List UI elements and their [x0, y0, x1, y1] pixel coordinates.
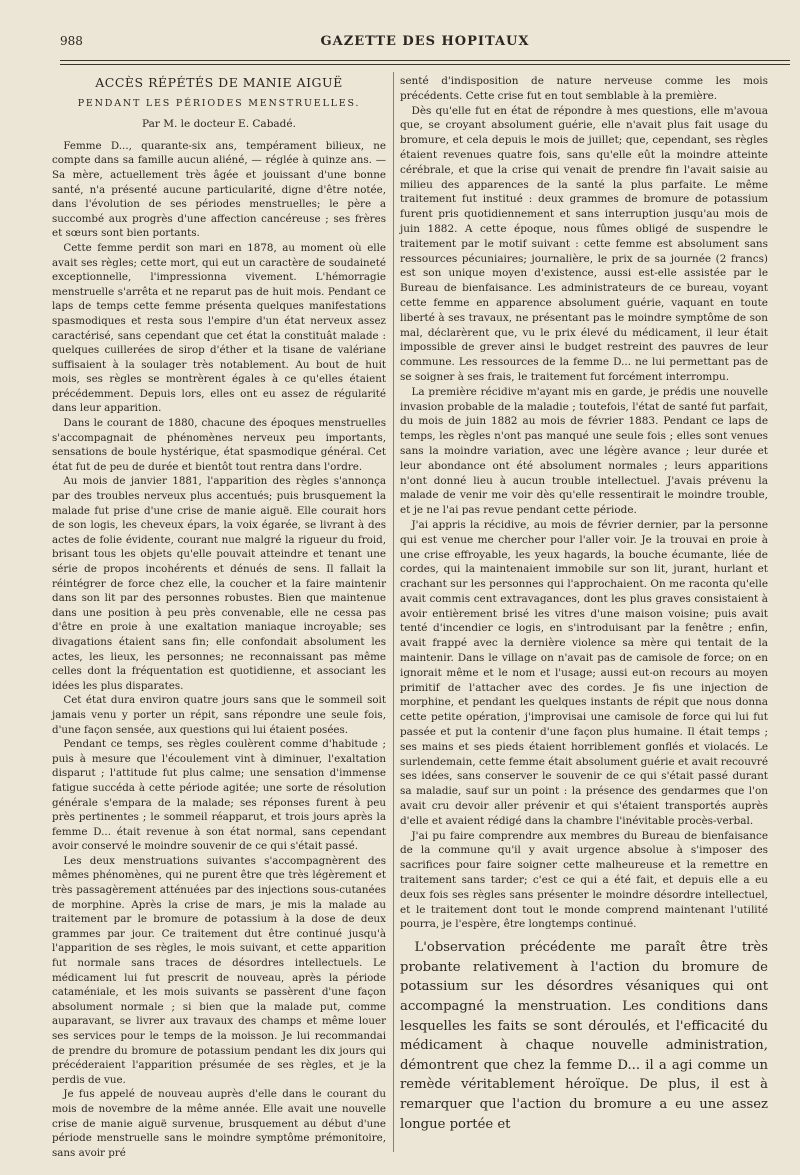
conclusion-paragraph: L'observation précédente me paraît être très probante relativement à l'action du bromure de potassium sur les désordres vésaniques qui ont accompagné la menstruation. Les conditions dans lesquelles les faits se sont déroulés, et l'efficacité du médicament à chaque nouvelle administration, démontrent que chez la femme D... il a agi comme un remède véritablement héroïque. De plus, il est à remarquer que l'action du bromure a eu une assez longue portée et	[400, 940, 768, 1132]
paragraph: Les deux menstruations suivantes s'accompagnèrent des mêmes phénomènes, qui ne purent être que très légèrement et très passagèrement atténuées par des injections sous-cutanées de morphine. Après la crise de mars, je mis la malade au traitement par le bromure de potassium à la dose de deux grammes par jour. Ce traitement dut être continué jusqu'à l'apparition de ses règles, le mois suivant, et cette apparition fut normale sans traces de désordres intellectuels. Le médicament lui fut prescrit de nouveau, après la période cataméniale, et les mois suivants se passèrent d'une façon absolument normale ; si bien que la malade put, comme auparavant, se livrer aux travaux des champs et même louer ses services pour le temps de la moisson. Je lui recommandai de prendre du bromure de potassium pendant les dix jours qui précéderaient l'apparition présumée de ses règles, et je la perdis de vue.	[52, 854, 386, 1086]
paragraph: Cette femme perdit son mari en 1878, au moment où elle avait ses règles; cette mort, qui eut un caractère de soudaineté exceptionnelle, l'impressionna vivement. L'hémorragie menstruelle s'arrêta et ne reparut pas de huit mois. Pendant ce laps de temps cette femme présenta quelques manifestations spasmodiques et resta sous l'empire d'un état nerveux assez caractérisé, sans cependant que cet état la constituât malade : quelques cuillerées de sirop d'éther et la tisane de valériane suffisaient à la soulager très notablement. Au bout de huit mois, ses règles se montrèrent égales à ce qu'elles étaient précédemment. Depuis lors, elles ont eu assez de régularité dans leur apparition.	[52, 241, 386, 415]
paragraph: La première récidive m'ayant mis en garde, je prédis une nouvelle invasion probable de la maladie ; toutefois, l'état de santé fut parfait, du mois de juin 1882 au mois de février 1883. Pendant ce laps de temps, les règles n'ont pas manqué une seule fois ; elles sont venues sans la moindre variation, avec une légère avance ; leur durée et leur abondance ont été absolument normales ; leurs apparitions n'ont donné lieu à aucun trouble intellectuel. J'avais prévenu la malade de venir me voir dès qu'elle ressentirait le moindre trouble, et je ne l'ai pas revue pendant cette période.	[400, 385, 768, 517]
page-number: 988	[60, 34, 83, 48]
paragraph: Au mois de janvier 1881, l'apparition des règles s'annonça par des troubles nerveux plus accentués; puis brusquement la malade fut prise d'une crise de manie aiguë. Elle courait hors de son logis, les cheveux épars, la voix égarée, se livrant à des actes de folie évidente, courant nue malgré la rigueur du froid, brisant tous les objets qu'elle pouvait atteindre et tenant une série de propos incohérents et dénués de sens. Il fallait la réintégrer de force chez elle, la coucher et la faire maintenir dans son lit par des personnes robustes. Bien que maintenue dans une position à peu près convenable, elle ne cessa pas d'être en proie à une exaltation maniaque incroyable; ses divagations étaient sans fin; elle confondait absolument les actes, les lieux, les personnes; ne reconnaissant pas même celles dont la fréquentation est quotidienne, et associant les idées les plus disparates.	[52, 475, 386, 692]
column-divider	[393, 72, 394, 1152]
article-title: ACCÈS RÉPÉTÉS DE MANIE AIGUË	[95, 75, 343, 90]
header-rule-thick	[60, 60, 790, 61]
paragraph: Je fus appelé de nouveau auprès d'elle dans le courant du mois de novembre de la même année. Elle avait une nouvelle crise de manie aiguë survenue, brusquement au début d'une période menstruelle sans le moindre symptôme prémonitoire, sans avoir pré	[52, 1088, 386, 1159]
left-column	[52, 74, 386, 1160]
article-author: Par M. le docteur E. Cabadé.	[142, 118, 296, 131]
paragraph: Dès qu'elle fut en état de répondre à mes questions, elle m'avoua que, se croyant absolument guérie, elle n'avait plus fait usage du bromure, et cela depuis le mois de juillet; que, cependant, ses règles étaient revenues quatre fois, sans qu'elle eût la moindre atteinte cérébrale, et que la crise qui venait de prendre fin l'avait saisie au milieu des apparences de la santé la plus parfaite. Le même traitement fut institué : deux grammes de bromure de potassium furent pris quotidiennement et sans interruption jusqu'au mois de juin 1882. A cette époque, nous fûmes obligé de suspendre le traitement par le motif suivant : cette femme est absolument sans ressources pécuniaires; journalière, le prix de sa journée (2 francs) est son unique moyen d'existence, aussi est-elle assistée par le Bureau de bienfaisance. Les administrateurs de ce bureau, voyant cette femme en apparence absolument guérie, vaquant en toute liberté à ses travaux, ne présentant pas le moindre symptôme de son mal, déclarèrent que, vu le prix élevé du médicament, il leur était impossible de grever ainsi le budget restreint des pauvres de leur commune. Les ressources de la femme D... ne lui permettant pas de se soigner à ses frais, le traitement fut forcément interrompu.	[400, 104, 768, 383]
page-header	[60, 34, 790, 54]
paragraph: J'ai appris la récidive, au mois de février dernier, par la personne qui est venue me chercher pour l'aller voir. Je la trouvai en proie à une crise effroyable, les yeux hagards, la bouche écumante, liée de cordes, qui la maintenaient immobile sur son lit, jurant, hurlant et crachant sur les personnes qui l'approchaient. On me raconta qu'elle avait commis cent extravagances, dont les plus graves consistaient à avoir entièrement brisé les vitres d'une maison voisine; puis avait tenté d'incendier ce logis, en s'introduisant par la fenêtre ; enfin, avait frappé avec la dernière violence sa mère qui tentait de la maintenir. Dans le village on n'avait pas de camisole de force; on en ignorait même et le nom et l'usage; aussi eut-on recours au moyen primitif de l'attacher avec des cordes. Je fis une injection de morphine, et pendant les quelques instants de répit que nous donna cette petite opération, j'improvisai une camisole de force qui lui fut passée et put la contenir d'une façon plus humaine. Il était temps ; ses mains et ses pieds étaient horriblement gonflés et violacés. Le surlendemain, cette femme était absolument guérie et avait recouvré ses idées, sans conserver le souvenir de ce qui s'était passé durant sa maladie, sauf sur un point : la présence des gendarmes que l'on avait cru devoir aller prévenir et qui s'étaient transportés auprès d'elle et avaient rédigé dans la chambre l'inévitable procès-verbal.	[400, 518, 768, 827]
article-subtitle: PENDANT LES PÉRIODES MENSTRUELLES.	[77, 97, 361, 109]
paragraph: Dans le courant de 1880, chacune des époques menstruelles s'accompagnait de phénomènes nerveux peu importants, sensations de boule hystérique, état spasmodique général. Cet état fut de peu de durée et bientôt tout rentra dans l'ordre.	[52, 417, 386, 473]
right-column	[400, 74, 768, 1134]
header-rule-thin	[60, 64, 790, 65]
paragraph: Pendant ce temps, ses règles coulèrent comme d'habitude ; puis à mesure que l'écoulement vint à diminuer, l'exaltation disparut ; l'attitude fut plus calme; une sensation d'immense fatigue succéda à cette période agitée; une sorte de résolution générale s'empara de la malade; ses réponses furent à peu près pertinentes ; le sommeil réapparut, et trois jours après la femme D... était revenue à son état normal, sans cependant avoir conservé le moindre souvenir de ce qui s'était passé.	[52, 738, 386, 853]
running-title: GAZETTE DES HOPITAUX	[320, 34, 530, 49]
paragraph: Femme D..., quarante-six ans, tempérament bilieux, ne compte dans sa famille aucun aliéné, — réglée à quinze ans. — Sa mère, actuellement très âgée et jouissant d'une bonne santé, n'a présenté aucune particularité, digne d'être notée, dans l'évolution de ses périodes menstruelles; le père a succombé aux progrès d'une affection cancéreuse ; ses frères et sœurs sont bien portants.	[52, 139, 386, 240]
paragraph: senté d'indisposition de nature nerveuse comme les mois précédents. Cette crise fut en tout semblable à la première.	[400, 75, 768, 102]
paragraph: J'ai pu faire comprendre aux membres du Bureau de bienfaisance de la commune qu'il y avait urgence absolue à s'imposer des sacrifices pour faire soigner cette malheureuse et la remettre en traitement sans tarder; c'est ce qui a été fait, et depuis elle a eu deux fois ses règles sans présenter le moindre désordre intellectuel, et le traitement dont tout le monde comprend maintenant l'utilité pourra, je l'espère, être longtemps continué.	[400, 829, 768, 931]
paragraph: Cet état dura environ quatre jours sans que le sommeil soit jamais venu y porter un répit, sans répondre une seule fois, d'une façon sensée, aux questions qui lui étaient posées.	[52, 694, 386, 736]
